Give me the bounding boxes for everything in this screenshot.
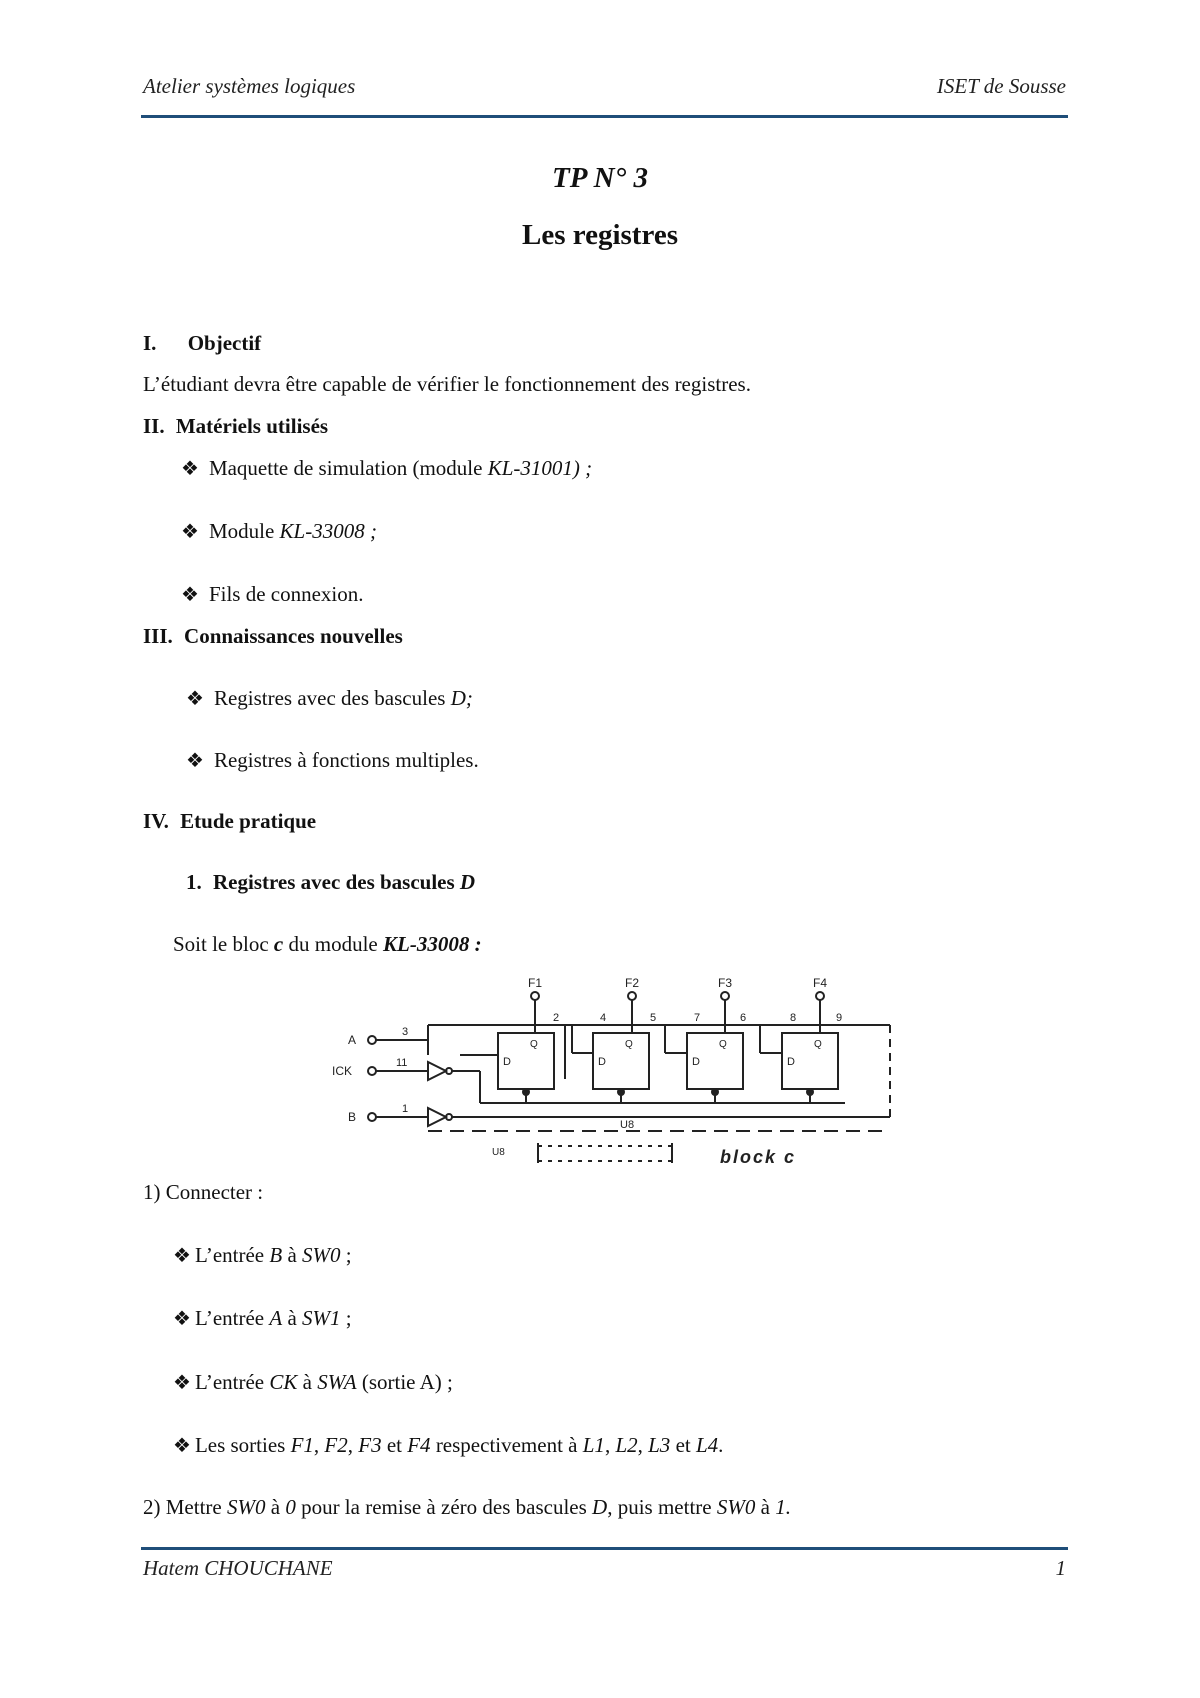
pin-label: 3 bbox=[402, 1026, 409, 1038]
diamond-bullet-icon: ❖ bbox=[181, 584, 199, 606]
page-number: 1 bbox=[1055, 1556, 1066, 1580]
input-terminal bbox=[368, 1113, 376, 1121]
list-item: ❖ Maquette de simulation (module KL-31001) ; bbox=[181, 456, 593, 480]
diamond-bullet-icon: ❖ bbox=[181, 521, 199, 543]
section-2-title: Matériels utilisés bbox=[175, 414, 329, 438]
tp-title: TP N° 3 bbox=[552, 162, 648, 194]
ff-q-label: Q bbox=[719, 1039, 727, 1050]
pin-label: 4 bbox=[600, 1012, 607, 1024]
section-4-num: IV. bbox=[143, 809, 169, 833]
output-label-f4: F4 bbox=[812, 976, 828, 990]
pin-label: 6 bbox=[740, 1012, 747, 1024]
header-left: Atelier systèmes logiques bbox=[143, 74, 356, 98]
section-4-heading bbox=[143, 809, 316, 834]
diamond-bullet-icon: ❖ bbox=[181, 458, 199, 480]
input-terminal bbox=[368, 1067, 376, 1075]
clock-buffer bbox=[428, 1062, 446, 1080]
diamond-bullet-icon: ❖ bbox=[186, 750, 204, 772]
pin-label: 7 bbox=[694, 1012, 701, 1024]
ff-d-label: D bbox=[503, 1056, 511, 1068]
list-item: ❖ Module KL-33008 ; bbox=[181, 519, 377, 543]
section-2-heading bbox=[143, 414, 328, 439]
list-item: ❖ L’entrée CK à SWA (sortie A) ; bbox=[173, 1370, 453, 1394]
pin-label: 8 bbox=[790, 1012, 797, 1024]
ff-q-label: Q bbox=[625, 1039, 633, 1050]
ff-d-label: D bbox=[787, 1056, 795, 1068]
input-label-b: B bbox=[348, 1110, 357, 1124]
list-item: ❖ Registres avec des bascules D; bbox=[186, 686, 473, 710]
subject-title: Les registres bbox=[522, 219, 678, 251]
chip-label: U8 bbox=[620, 1119, 635, 1131]
pin-label: 2 bbox=[553, 1012, 560, 1024]
pin-label: 1 bbox=[402, 1103, 409, 1115]
bloc-intro: Soit le bloc c du module KL-33008 : bbox=[173, 932, 482, 956]
section-1-title: Objectif bbox=[187, 331, 262, 355]
diamond-bullet-icon: ❖ bbox=[173, 1245, 191, 1267]
section-3-heading bbox=[143, 624, 403, 649]
output-label-f3: F3 bbox=[717, 976, 733, 990]
diamond-bullet-icon: ❖ bbox=[173, 1372, 191, 1394]
step-1-label: 1) Connecter : bbox=[143, 1180, 264, 1204]
input-label-ck: ICK bbox=[332, 1064, 353, 1078]
output-terminal bbox=[531, 992, 539, 1000]
section-4-title: Etude pratique bbox=[180, 809, 317, 833]
block-label: block c bbox=[720, 1147, 797, 1167]
list-item: ❖ L’entrée A à SW1 ; bbox=[173, 1306, 352, 1330]
footer-author: Hatem CHOUCHANE bbox=[143, 1556, 333, 1580]
section-3-num: III. bbox=[143, 624, 173, 648]
section-3-title: Connaissances nouvelles bbox=[184, 624, 403, 648]
input-label-a: A bbox=[348, 1033, 357, 1047]
output-terminal bbox=[628, 992, 636, 1000]
ic-label: U8 bbox=[492, 1147, 505, 1158]
list-item: ❖ Les sorties F1, F2, F3 et F4 respectivement à L1, L2, L3 et L4. bbox=[173, 1433, 724, 1457]
reset-buffer bbox=[428, 1108, 446, 1126]
diamond-bullet-icon: ❖ bbox=[173, 1308, 191, 1330]
input-terminal bbox=[368, 1036, 376, 1044]
list-item: ❖ L’entrée B à SW0 ; bbox=[173, 1243, 352, 1267]
subsection-1-heading: 1. Registres avec des bascules D bbox=[186, 870, 476, 894]
ff-q-label: Q bbox=[530, 1039, 538, 1050]
step-2-text: 2) Mettre SW0 à 0 pour la remise à zéro des bascules D, puis mettre SW0 à 1. bbox=[143, 1495, 791, 1519]
section-1-heading bbox=[143, 331, 261, 356]
footer-rule bbox=[141, 1547, 1068, 1550]
list-item: ❖ Fils de connexion. bbox=[181, 582, 364, 606]
output-label-f1: F1 bbox=[527, 976, 543, 990]
output-terminal bbox=[816, 992, 824, 1000]
section-1-num: I. bbox=[143, 331, 157, 355]
output-terminal bbox=[721, 992, 729, 1000]
header-rule bbox=[141, 115, 1068, 118]
register-circuit-diagram bbox=[320, 975, 910, 1170]
section-2-num: II. bbox=[143, 414, 165, 438]
header-right: ISET de Sousse bbox=[936, 74, 1066, 98]
pin-label: 5 bbox=[650, 1012, 657, 1024]
diamond-bullet-icon: ❖ bbox=[173, 1435, 191, 1457]
pin-label: 9 bbox=[836, 1012, 843, 1024]
pin-label: 11 bbox=[396, 1057, 408, 1069]
list-item: ❖ Registres à fonctions multiples. bbox=[186, 748, 479, 772]
ff-d-label: D bbox=[598, 1056, 606, 1068]
output-label-f2: F2 bbox=[624, 976, 640, 990]
diamond-bullet-icon: ❖ bbox=[186, 688, 204, 710]
ff-d-label: D bbox=[692, 1056, 700, 1068]
ff-q-label: Q bbox=[814, 1039, 822, 1050]
section-1-text: L’étudiant devra être capable de vérifier le fonctionnement des registres. bbox=[143, 372, 751, 396]
